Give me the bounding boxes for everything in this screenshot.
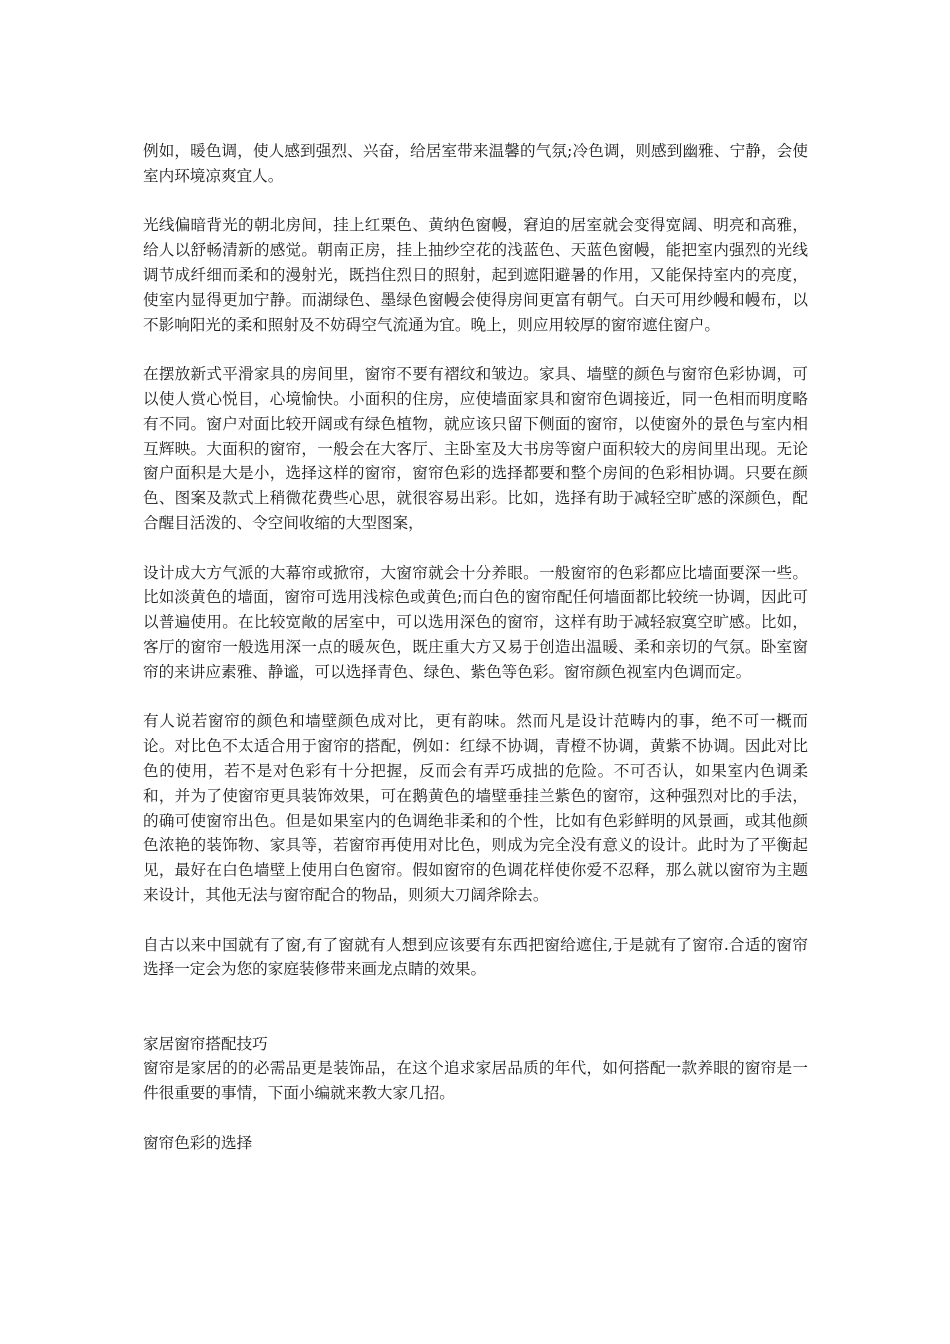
paragraph-large-curtains: 设计成大方气派的大幕帘或掀帘，大窗帘就会十分养眼。一般窗帘的色彩都应比墙面要深一些。比如淡黄色的墙面，窗帘可选用浅棕色或黄色;而白色的窗帘配任何墙面都比较统一协调，因此可以普遍使用。在比较宽敞的居室中，可以选用深色的窗帘，这样有助于减轻寂寞空旷感。比如，客厅的窗帘一般选用深一点的暖灰色，既庄重大方又易于创造出温暖、柔和亲切的气氛。卧室窗帘的来讲应素雅、静谧，可以选择青色、绿色、紫色等色彩。窗帘颜色视室内色调而定。 xyxy=(143,563,808,681)
subsection-title: 窗帘色彩的选择 xyxy=(143,1133,253,1152)
paragraph-contrast: 有人说若窗帘的颜色和墙壁颜色成对比，更有韵味。然而凡是设计范畴内的事，绝不可一概而论。对比色不太适合用于窗帘的搭配，例如：红绿不协调，青橙不协调，黄紫不协调。因此对比色的使用，若不是对色彩有十分把握，反而会有弄巧成拙的危险。不可否认，如果室内色调柔和，并为了使窗帘更具装饰效果，可在鹅黄色的墙壁垂挂兰紫色的窗帘，这种强烈对比的手法，的确可使窗帘出色。但是如果室内的色调绝非柔和的个性，比如有色彩鲜明的风景画，或其他颜色浓艳的装饰物、家具等，若窗帘再使用对比色，则成为完全没有意义的设计。此时为了平衡起见，最好在白色墙壁上使用白色窗帘。假如窗帘的色调花样使你爱不忍释，那么就以窗帘为主题来设计，其他无法与窗帘配合的物品，则须大刀阔斧除去。 xyxy=(143,712,808,904)
paragraph-history: 自古以来中国就有了窗,有了窗就有人想到应该要有东西把窗给遮住,于是就有了窗帘.合适的窗帘选择一定会为您的家庭装修带来画龙点睛的效果。 xyxy=(143,935,808,979)
spacer xyxy=(143,1007,808,1032)
paragraph-lighting: 光线偏暗背光的朝北房间，挂上红栗色、黄纳色窗幔，窘迫的居室就会变得宽阔、明亮和高雅，给人以舒畅清新的感觉。朝南正房，挂上抽纱空花的浅蓝色、天蓝色窗幔，能把室内强烈的光线调节成纤细而柔和的漫射光，既挡住烈日的照射，起到遮阳避暑的作用，又能保持室内的亮度，使室内显得更加宁静。而湖绿色、墨绿色窗幔会使得房间更富有朝气。白天可用纱幔和幔布，以不影响阳光的柔和照射及不妨碍空气流通为宜。晚上，则应用较厚的窗帘遮住窗户。 xyxy=(143,216,808,334)
section-title: 家居窗帘搭配技巧 xyxy=(143,1034,268,1053)
section-intro: 窗帘是家居的的必需品更是装饰品，在这个追求家居品质的年代，如何搭配一款养眼的窗帘是一件很重要的事情，下面小编就来教大家几招。 xyxy=(143,1059,808,1103)
paragraph-furniture: 在摆放新式平滑家具的房间里，窗帘不要有褶纹和皱边。家具、墙壁的颜色与窗帘色彩协调，可以使人赏心悦目，心境愉快。小面积的住房，应使墙面家具和窗帘色调接近，同一色相而明度略有不同。窗户对面比较开阔或有绿色植物，就应该只留下侧面的窗帘，以使窗外的景色与室内相互辉映。大面积的窗帘，一般会在大客厅、主卧室及大书房等窗户面积较大的房间里出现。无论窗户面积是大是小，选择这样的窗帘，窗帘色彩的选择都要和整个房间的色彩相协调。只要在颜色、图案及款式上稍微花费些心思，就很容易出彩。比如，选择有助于减轻空旷感的深颜色，配合醒目活泼的、令空间收缩的大型图案， xyxy=(143,365,808,532)
paragraph-warm-cool-tones: 例如，暖色调，使人感到强烈、兴奋，给居室带来温馨的气氛;冷色调，则感到幽雅、宁静，会使室内环境凉爽宜人。 xyxy=(143,142,808,185)
document-body xyxy=(143,139,808,1156)
